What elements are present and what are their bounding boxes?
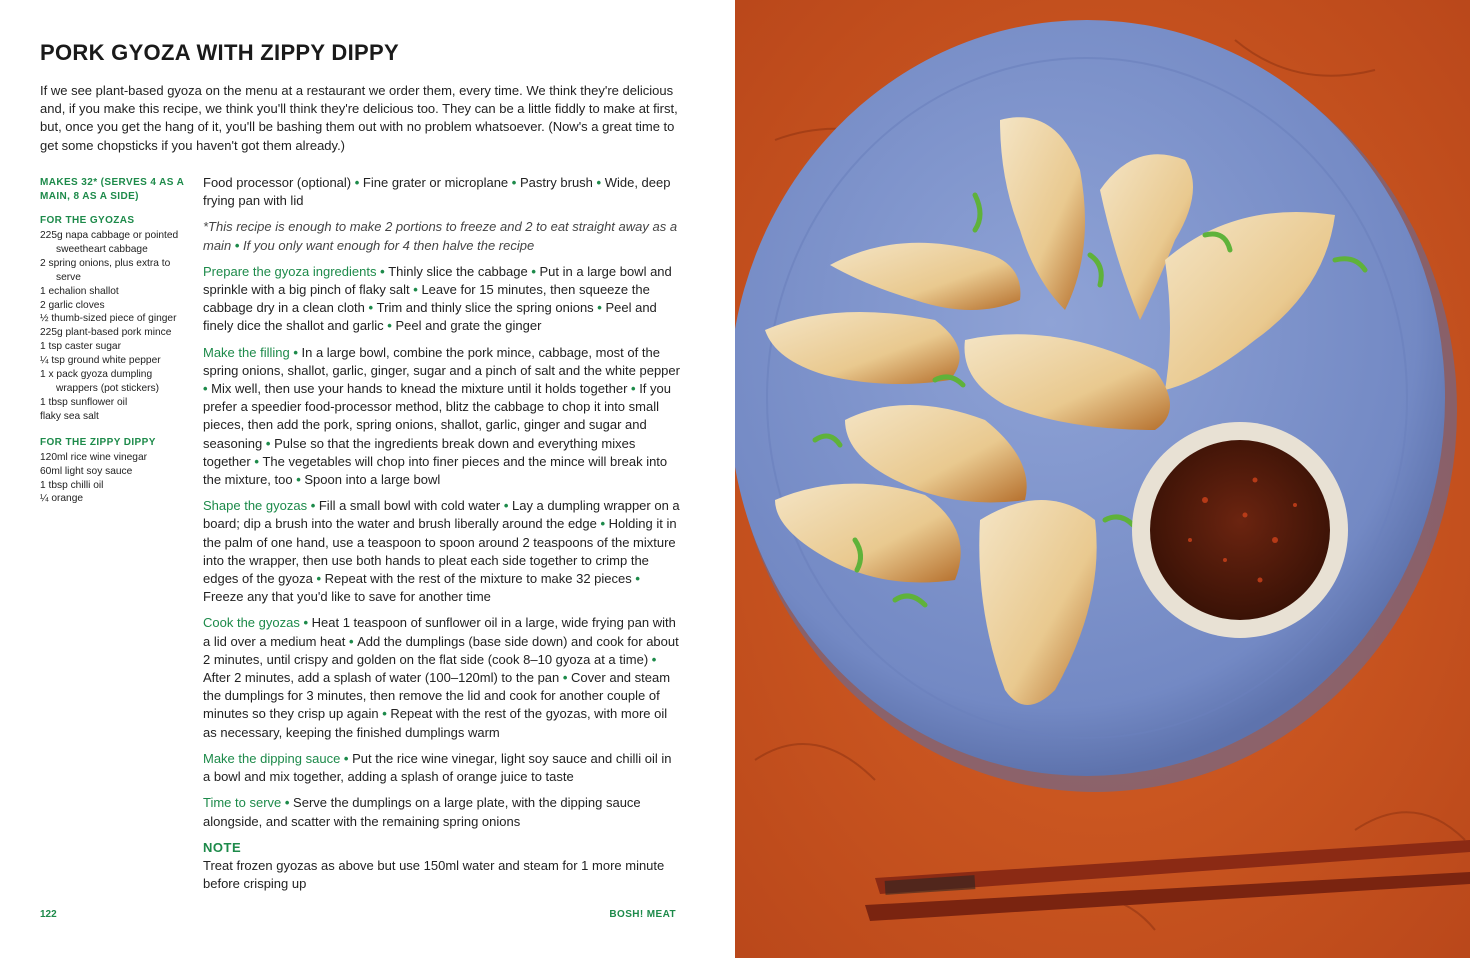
ingredient-item: 1 tsp caster sugar bbox=[40, 341, 121, 353]
step-title: Shape the gyozas bbox=[203, 498, 308, 514]
bullet-separator: • bbox=[378, 706, 391, 722]
bullet-separator: • bbox=[203, 381, 212, 397]
serving-note bbox=[203, 218, 681, 254]
dippy-ingredients-heading: FOR THE ZIPPY DIPPY bbox=[40, 436, 156, 448]
serving-note-part: *This recipe is enough to make 2 portions to freeze and 2 to eat straight away as a main bbox=[203, 219, 678, 253]
ingredient-item: ½ thumb-sized piece of ginger bbox=[40, 313, 177, 325]
equipment-item: Food processor (optional) bbox=[203, 175, 352, 190]
equipment-list bbox=[203, 174, 681, 210]
bullet-separator: • bbox=[631, 571, 640, 587]
step-title: Cook the gyozas bbox=[203, 615, 300, 631]
bullet-separator: • bbox=[596, 516, 609, 532]
step-text: Leave for 15 minutes, then squeeze the cabbage dry in a clean cloth bbox=[203, 282, 650, 316]
ingredient-item: 60ml light soy sauce bbox=[40, 465, 133, 477]
method-column bbox=[203, 174, 681, 901]
method-step bbox=[203, 344, 681, 490]
servings-heading: MAKES 32* (SERVES 4 AS A MAIN, 8 AS A SIDE) bbox=[40, 177, 184, 202]
ingredient-item: 225g plant-based pork mince bbox=[40, 327, 172, 339]
bullet-separator: • bbox=[351, 175, 363, 190]
note-heading: NOTE bbox=[203, 839, 242, 855]
step-text: After 2 minutes, add a splash of water (100–120ml) to the pan bbox=[203, 670, 560, 686]
recipe-title: PORK GYOZA WITH ZIPPY DIPPY bbox=[40, 40, 399, 65]
step-text: Pulse so that the ingredients break down and everything mixes together bbox=[203, 435, 636, 469]
ingredient-item: 120ml rice wine vinegar bbox=[40, 451, 148, 463]
ingredient-item: 1 tbsp sunflower oil bbox=[40, 396, 128, 408]
ingredient-item: 1 echalion shallot bbox=[40, 285, 119, 297]
bullet-separator: • bbox=[508, 175, 520, 190]
bullet-separator: • bbox=[312, 571, 325, 587]
step-text: Put the rice wine vinegar, light soy sauce and chilli oil in a bowl and mix together, adding a splash of orange juice to taste bbox=[203, 750, 672, 785]
bullet-separator: • bbox=[307, 498, 319, 514]
sauce-bowl bbox=[1132, 422, 1348, 638]
step-text: Repeat with the rest of the mixture to make 32 pieces bbox=[324, 571, 632, 587]
step-title: Make the filling bbox=[203, 344, 290, 360]
step-text: Heat 1 teaspoon of sunflower oil in a large, wide frying pan with a lid over a medium heat bbox=[203, 615, 676, 649]
bullet-separator: • bbox=[593, 300, 606, 316]
step-text: Peel and finely dice the shallot and garlic bbox=[203, 300, 657, 334]
bullet-separator: • bbox=[500, 498, 512, 514]
page-number: 122 bbox=[40, 909, 57, 920]
step-text: Peel and grate the ginger bbox=[395, 318, 542, 334]
serving-note-part: If you only want enough for 4 then halve the recipe bbox=[242, 237, 535, 253]
step-text: Freeze any that you'd like to save for another time bbox=[203, 589, 491, 605]
bullet-separator: • bbox=[376, 263, 389, 279]
ingredients-sidebar bbox=[40, 176, 192, 518]
step-title: Make the dipping sauce bbox=[203, 750, 341, 766]
book-title: BOSH! MEAT bbox=[609, 909, 676, 920]
bullet-separator: • bbox=[592, 175, 605, 190]
equipment-item: Wide, deep frying pan with lid bbox=[203, 175, 671, 209]
bullet-separator: • bbox=[627, 381, 640, 397]
ingredient-item: 2 spring onions, plus extra to serve bbox=[40, 257, 171, 283]
step-text: Cover and steam the dumplings for 3 minutes, then remove the lid and cook for another couple of minutes so they crisp up again bbox=[203, 670, 671, 722]
bullet-separator: • bbox=[299, 615, 312, 631]
step-text: Thinly slice the cabbage bbox=[388, 263, 528, 279]
ingredient-item: ¼ orange bbox=[40, 493, 84, 505]
ingredient-item: ¼ tsp ground white pepper bbox=[40, 355, 161, 367]
dipping-sauce bbox=[1150, 440, 1330, 620]
gyoza-ingredients-heading: FOR THE GYOZAS bbox=[40, 215, 135, 226]
ingredient-item: 225g napa cabbage or pointed sweetheart cabbage bbox=[40, 230, 179, 255]
method-step bbox=[203, 614, 681, 741]
step-text: Fill a small bowl with cold water bbox=[318, 498, 501, 514]
step-text: Repeat with the rest of the gyozas, with more oil as necessary, keeping the finished dumplings warm bbox=[203, 706, 668, 740]
bullet-separator: • bbox=[527, 263, 540, 279]
recipe-intro: If we see plant-based gyoza on the menu at a restaurant we order them, every time. We think they're delicious and, if you make this recipe, we think you'll think they're delicious too. They can be a little fiddly to make at first, but, once you get the hang of it, you'll be bashing them out with no problem whatsoever. (Now's a great time to get some chopsticks if you haven't got them already.) bbox=[40, 83, 678, 153]
method-step bbox=[203, 794, 681, 830]
step-text: Add the dumplings (base side down) and cook for about 2 minutes, until crispy and golden on the flat side (cook 8–10 gyoza at a time) bbox=[203, 633, 679, 667]
step-text: Spoon into a large bowl bbox=[304, 472, 441, 488]
bullet-separator: • bbox=[345, 633, 358, 649]
bullet-separator: • bbox=[383, 318, 396, 334]
method-step bbox=[203, 750, 681, 786]
bullet-separator: • bbox=[340, 750, 353, 766]
step-title: Time to serve bbox=[203, 795, 282, 811]
bullet-separator: • bbox=[289, 344, 302, 360]
bullet-separator: • bbox=[292, 472, 305, 488]
bullet-separator: • bbox=[559, 670, 572, 686]
bullet-separator: • bbox=[281, 795, 294, 811]
ingredient-item: 1 tbsp chilli oil bbox=[40, 479, 104, 491]
ingredient-item: flaky sea salt bbox=[40, 410, 99, 422]
step-text: If you prefer a speedier food-processor method, blitz the cabbage to chop it into small pieces, then add the pork, spring onions, shallot, garlic, ginger and sugar and seasoning bbox=[203, 381, 671, 451]
bullet-separator: • bbox=[231, 237, 243, 253]
method-step bbox=[203, 263, 681, 336]
bullet-separator: • bbox=[648, 651, 657, 667]
note-text: Treat frozen gyozas as above but use 150ml water and steam for 1 more minute before crisping up bbox=[203, 857, 665, 892]
step-text: Mix well, then use your hands to knead the mixture until it holds together bbox=[211, 381, 628, 397]
equipment-item: Pastry brush bbox=[519, 175, 593, 190]
step-text: Holding it in the palm of one hand, use a teaspoon to spoon around 2 teaspoons of the mixture into the wrapper, then use both hands to pleat each side together to crimp the edges of the gyoza bbox=[203, 516, 677, 587]
bullet-separator: • bbox=[409, 282, 422, 298]
ingredient-item: 2 garlic cloves bbox=[40, 299, 105, 311]
bullet-separator: • bbox=[364, 300, 377, 316]
dippy-ingredient-list bbox=[40, 451, 192, 507]
step-text: The vegetables will chop into finer pieces and the mince will break into the mixture, too bbox=[203, 453, 668, 488]
ingredient-item: 1 x pack gyoza dumpling wrappers (pot stickers) bbox=[40, 369, 160, 394]
step-text: Put in a large bowl and sprinkle with a big pinch of flaky salt bbox=[203, 263, 672, 298]
step-text: Serve the dumplings on a large plate, with the dipping sauce alongside, and scatter with the remaining spring onions bbox=[203, 795, 641, 829]
step-text: In a large bowl, combine the pork mince, cabbage, most of the spring onions, shallot, garlic, ginger, sugar and a pinch of salt and the white pepper bbox=[203, 344, 680, 378]
step-title: Prepare the gyoza ingredients bbox=[203, 263, 377, 279]
method-steps bbox=[203, 263, 681, 831]
step-text: Lay a dumpling wrapper on a board; dip a brush into the water and brush liberally around the edge bbox=[203, 498, 680, 532]
bullet-separator: • bbox=[262, 435, 275, 451]
equipment-item: Fine grater or microplane bbox=[362, 175, 509, 190]
gyoza-photo bbox=[735, 0, 1470, 958]
step-text: Trim and thinly slice the spring onions bbox=[376, 300, 594, 316]
bullet-separator: • bbox=[250, 453, 263, 469]
gyoza-ingredient-list bbox=[40, 229, 192, 424]
method-step bbox=[203, 497, 681, 606]
